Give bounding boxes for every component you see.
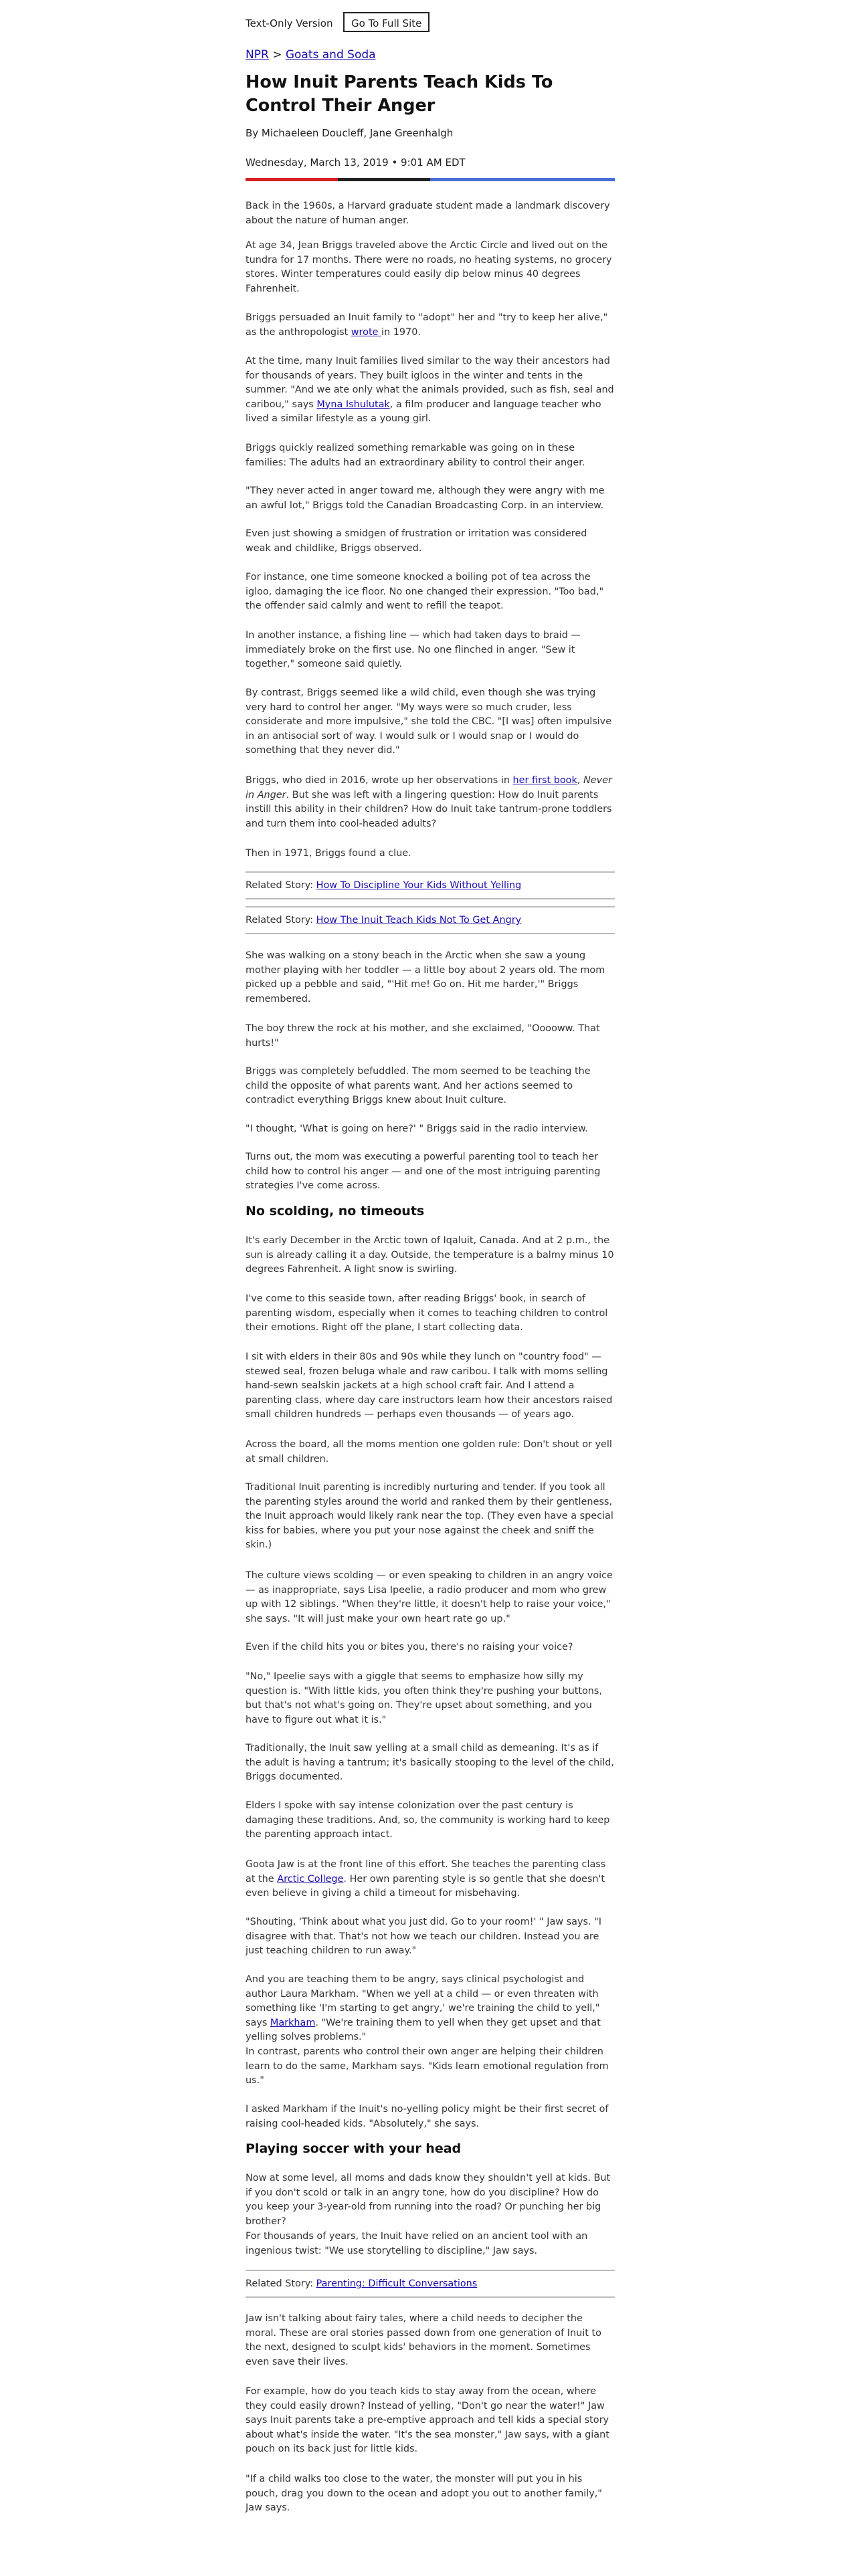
markham-link[interactable]: Markham bbox=[270, 2017, 316, 2028]
paragraph: "They never acted in anger toward me, although they were angry with me an awful lot," Briggs told the Canadian Broadcasting Corp. in an interview. bbox=[246, 486, 605, 511]
paragraph: She was walking on a stony beach in the Arctic when she saw a young mother playing with her toddler — a little boy about 2 years old. The mom picked up a pebble and said, "'Hit me! Go on. Hit me harder,'" Briggs remembered. bbox=[246, 950, 605, 1004]
rule-segment bbox=[246, 178, 338, 181]
article-byline: By Michaeleen Doucleff, Jane Greenhalgh bbox=[246, 127, 454, 139]
paragraph: For thousands of years, the Inuit have relied on an ancient tool with an ingenious twist: "We use storytelling to discipline," Jaw says. bbox=[246, 2231, 588, 2256]
paragraph: Briggs was completely befuddled. The mom seemed to be teaching the child the opposite of what parents want. And her actions seemed to contradict everything Briggs knew about Inuit culture. bbox=[246, 1066, 591, 1105]
paragraph: Back in the 1960s, a Harvard graduate student made a landmark discovery about the nature of human anger. bbox=[246, 201, 610, 226]
text: Briggs persuaded an Inuit family to "adopt" her and "try to keep her alive," as the anthropologist bbox=[246, 312, 608, 338]
paragraph: Even just showing a smidgen of frustration or irritation was considered weak and childlike, Briggs observed. bbox=[246, 528, 587, 554]
paragraph: For example, how do you teach kids to stay away from the ocean, where they could easily drown? Instead of yelling, "Don't go near the water!" Jaw says Inuit parents take a pre-emptive approach and tell kids a special story about what's inside the water. "It's the sea monster," Jaw says, with a giant pouch on its back just for little kids. bbox=[246, 2386, 609, 2454]
text: At the time, many Inuit families lived similar to the way their ancestors had for thousands of years. They built igloos in the winter and tents in the summer. "And we ate only what the animals provided, such as fish, seal and caribou," says bbox=[246, 356, 614, 410]
text: Goota Jaw is at the front line of this effort. She teaches the parenting class at the bbox=[246, 1859, 606, 1885]
paragraph: I asked Markham if the Inuit's no-yelling policy might be their first secret of raising cool-headed kids. "Absolutely," she says. bbox=[246, 2104, 609, 2129]
paragraph: It's early December in the Arctic town of Iqaluit, Canada. And at 2 p.m., the sun is already calling it a day. Outside, the temperature is a balmy minus 10 degrees Fahrenheit. A light snow is swirling. bbox=[246, 1235, 614, 1275]
text: , bbox=[577, 775, 583, 786]
text: in 1970. bbox=[381, 326, 421, 338]
paragraph: In another instance, a fishing line — which had taken days to braid — immediately broke on the first use. No one flinched in anger. "Sew it together," someone said quietly. bbox=[246, 630, 581, 669]
breadcrumb-section-link[interactable]: Goats and Soda bbox=[285, 48, 376, 62]
paragraph: The culture views scolding — or even speaking to children in an angry voice — as inappropriate, says Lisa Ipeelie, a radio producer and mom who grew up with 12 siblings. "When they're little, it doesn't help to raise your voice," she says. "It will just make your own heart rate go up." bbox=[246, 1570, 613, 1624]
breadcrumb bbox=[246, 48, 376, 62]
related-story-label: Related Story: bbox=[246, 915, 316, 926]
paragraph: Even if the child hits you or bites you, there's no raising your voice? bbox=[246, 1642, 573, 1652]
section-heading: Playing soccer with your head bbox=[246, 2141, 462, 2156]
breadcrumb-home-link[interactable]: NPR bbox=[246, 48, 269, 62]
related-story-label: Related Story: bbox=[246, 2278, 316, 2289]
related-story bbox=[246, 871, 615, 899]
related-story-label: Related Story: bbox=[246, 880, 316, 891]
paragraph: I've come to this seaside town, after reading Briggs' book, in search of parenting wisdom, especially when it comes to teaching children to control their emotions. Right off the plane, I start collecting data. bbox=[246, 1293, 608, 1333]
article-date: Wednesday, March 13, 2019 • 9:01 AM EDT bbox=[246, 156, 466, 169]
go-to-full-site-button[interactable]: Go To Full Site bbox=[343, 12, 430, 32]
paragraph bbox=[246, 774, 615, 831]
myna-ishulutak-link[interactable]: Myna Ishulutak bbox=[316, 399, 390, 410]
text: . Her own parenting style is so gentle that she doesn't even believe in giving a child a timeout for misbehaving. bbox=[246, 1873, 605, 1899]
paragraph: Turns out, the mom was executing a powerful parenting tool to teach her child how to control his anger — and one of the most intriguing parenting strategies I've come across. bbox=[246, 1152, 601, 1191]
related-story-link[interactable]: Parenting: Difficult Conversations bbox=[316, 2278, 478, 2289]
paragraph: For instance, one time someone knocked a boiling pot of tea across the igloo, damaging the ice floor. No one changed their expression. "Too bad," the offender said calmly and went to refill the teapot. bbox=[246, 572, 604, 611]
paragraph: Traditionally, the Inuit saw yelling at a small child as demeaning. It's as if the adult is having a tantrum; it's basically stooping to the level of the child, Briggs documented. bbox=[246, 1743, 614, 1782]
related-story-link[interactable]: How To Discipline Your Kids Without Yelling bbox=[316, 880, 522, 891]
paragraph: The boy threw the rock at his mother, and she exclaimed, "Ooooww. That hurts!" bbox=[246, 1023, 600, 1049]
related-story-link[interactable]: How The Inuit Teach Kids Not To Get Angry bbox=[316, 915, 522, 926]
paragraph: "No," Ipeelie says with a giggle that seems to emphasize how silly my question is. "With little kids, you often think they're pushing your buttons, but that's not what's going on. They're upset about something, and you have to figure out what it is." bbox=[246, 1671, 602, 1725]
paragraph: Jaw isn't talking about fairy tales, where a child needs to decipher the moral. These are oral stories passed down from one generation of Inuit to the next, designed to sculpt kids' behaviors in the moment. Sometimes even save their lives. bbox=[246, 2313, 601, 2367]
rule-segment bbox=[338, 178, 430, 181]
paragraph: By contrast, Briggs seemed like a wild child, even though she was trying very hard to control her anger. "My ways were so much cruder, less considerate and more impulsive," she told the CBC. "[I was] often impulsive in an antisocial sort of way. I would sulk or I would snap or I would do something that they never did." bbox=[246, 687, 612, 756]
paragraph: "Shouting, 'Think about what you just did. Go to your room!' " Jaw says. "I disagree with that. That's not how we teach our children. Instead you are just teaching children to run away." bbox=[246, 1917, 601, 1956]
text: And you are teaching them to be angry, says clinical psychologist and author Laura Markham. "When we yell at a child — or even threaten with something like 'I'm starting to get angry,' we're training the child to yell," says bbox=[246, 1974, 600, 2028]
her-first-book-link[interactable]: her first book bbox=[512, 775, 577, 786]
paragraph: Across the board, all the moms mention one golden rule: Don't shout or yell at small children. bbox=[246, 1439, 612, 1465]
paragraph: "If a child walks too close to the water, the monster will put you in his pouch, drag you down to the ocean and adopt you out to another family," Jaw says. bbox=[246, 2474, 602, 2513]
paragraph bbox=[246, 1973, 615, 2045]
arctic-college-link[interactable]: Arctic College bbox=[277, 1873, 344, 1885]
paragraph: Elders I spoke with say intense colonization over the past century is damaging these traditions. And, so, the community is working hard to keep the parenting approach intact. bbox=[246, 1800, 610, 1840]
paragraph: I sit with elders in their 80s and 90s while they lunch on "country food" — stewed seal, frozen beluga whale and raw caribou. I talk with moms selling hand-sewn sealskin jackets at a high school craft fair. And I attend a parenting class, where day care instructors learn how their ancestors raised small children hundreds — perhaps even thousands — of years ago. bbox=[246, 1352, 613, 1420]
paragraph: Traditional Inuit parenting is incredibly nurturing and tender. If you took all the parenting styles around the world and ranked them by their gentleness, the Inuit approach would likely rank near the top. (They even have a special kiss for babies, where you put your nose against the cheek and sniff the skin.) bbox=[246, 1482, 613, 1550]
paragraph bbox=[246, 1858, 615, 1901]
book-title: Never in Anger bbox=[246, 775, 612, 800]
paragraph: In contrast, parents who control their own anger are helping their children learn to do the same, Markham says. "Kids learn emotional regulation from us." bbox=[246, 2046, 609, 2086]
top-bar bbox=[246, 12, 615, 35]
color-rule bbox=[246, 178, 615, 181]
text: . But she was left with a lingering question: How do Inuit parents instill this ability in their children? How do Inuit take tantrum-prone toddlers and turn them into cool-headed adults? bbox=[246, 789, 612, 829]
related-story bbox=[246, 906, 615, 934]
paragraph bbox=[246, 311, 615, 340]
text: , a film producer and language teacher who lived a similar lifestyle as a young girl. bbox=[246, 399, 601, 424]
wrote-link[interactable]: wrote bbox=[351, 326, 382, 338]
paragraph: Briggs quickly realized something remarkable was going on in these families: The adults had an extraordinary ability to control their anger. bbox=[246, 443, 585, 468]
paragraph: Then in 1971, Briggs found a clue. bbox=[246, 848, 411, 859]
text: Briggs, who died in 2016, wrote up her observations in bbox=[246, 775, 513, 786]
section-heading: No scolding, no timeouts bbox=[246, 1204, 425, 1218]
article-title: How Inuit Parents Teach Kids To Control Their Anger bbox=[246, 72, 553, 116]
rule-segment bbox=[522, 178, 615, 181]
breadcrumb-separator: > bbox=[272, 48, 282, 62]
text-only-label: Text-Only Version bbox=[246, 17, 333, 29]
paragraph: Now at some level, all moms and dads know they shouldn't yell at kids. But if you don't scold or talk in an angry tone, how do you discipline? How do you keep your 3-year-old from running into the road? Or punching her big brother? bbox=[246, 2173, 611, 2227]
paragraph: "I thought, 'What is going on here?' " Briggs said in the radio interview. bbox=[246, 1123, 588, 1134]
text: . "We're training them to yell when they get upset and that yelling solves problems." bbox=[246, 2017, 601, 2042]
paragraph bbox=[246, 354, 615, 427]
paragraph: At age 34, Jean Briggs traveled above the Arctic Circle and lived out on the tundra for 17 months. There were no roads, no heating systems, no grocery stores. Winter temperatures could easily dip below minus 40 degrees Fahrenheit. bbox=[246, 240, 612, 294]
related-story bbox=[246, 2270, 615, 2298]
rule-segment bbox=[430, 178, 522, 181]
